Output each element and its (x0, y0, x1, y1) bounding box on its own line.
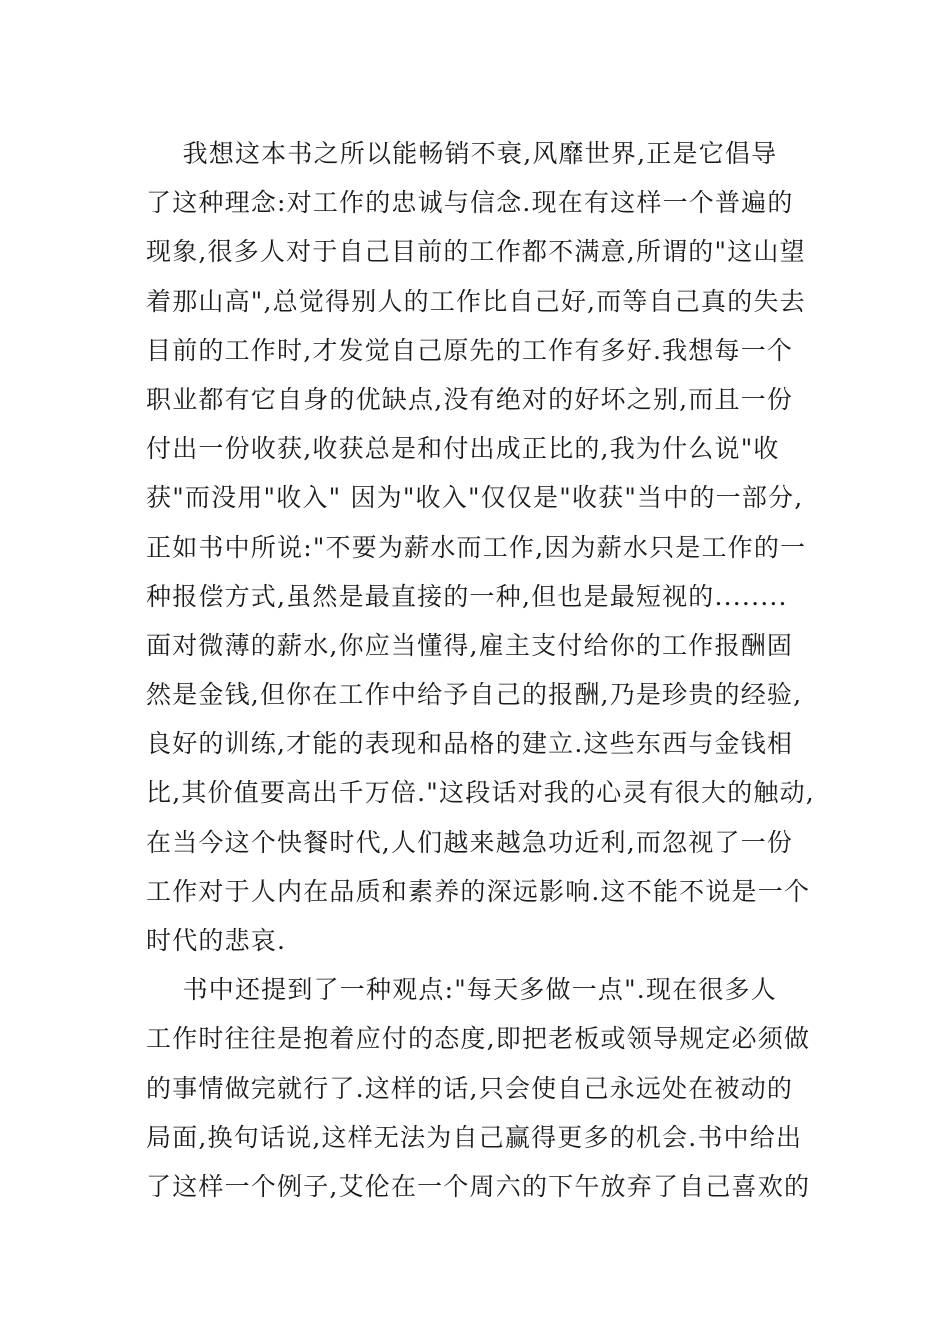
text-line: 然是金钱,但你在工作中给予自己的报酬,乃是珍贵的经验, (146, 680, 803, 710)
text-line: 了这种理念:对工作的忠诚与信念.现在有这样一个普遍的 (146, 188, 794, 218)
text-line: 良好的训练,才能的表现和品格的建立.这些东西与金钱相 (146, 729, 794, 759)
text-line: 现象,很多人对于自己目前的工作都不满意,所谓的"这山望 (146, 237, 806, 267)
text-line: 书中还提到了一种观点:"每天多做一点".现在很多人 (146, 975, 777, 1005)
text-line: 正如书中所说:"不要为薪水而工作,因为薪水只是工作的一 (146, 532, 807, 562)
text-line: 付出一份收获,收获总是和付出成正比的,我为什么说"收 (146, 434, 780, 464)
text-line: 我想这本书之所以能畅销不衰,风靡世界,正是它倡导 (146, 139, 778, 168)
text-line: 目前的工作时,才发觉自己原先的工作有多好.我想每一个 (146, 335, 794, 365)
text-line: 获"而没用"收入" 因为"收入"仅仅是"收获"当中的一部分, (146, 483, 804, 513)
text-line: 比,其价值要高出千万倍."这段话对我的心灵有很大的触动, (146, 778, 815, 808)
text-line: 种报偿方式,虽然是最直接的一种,但也是最短视的........ (146, 581, 788, 611)
text-line: 职业都有它自身的优缺点,没有绝对的好坏之别,而且一份 (146, 384, 794, 414)
text-line: 局面,换句话说,这样无法为自己赢得更多的机会.书中给出 (146, 1122, 803, 1152)
text-line: 面对微薄的薪水,你应当懂得,雇主支付给你的工作报酬固 (146, 630, 794, 660)
body-text (146, 129, 836, 1211)
text-line: 了这样一个例子,艾伦在一个周六的下午放弃了自己喜欢的 (146, 1171, 811, 1201)
text-line: 的事情做完就行了.这样的话,只会使自己永远处在被动的 (146, 1073, 794, 1103)
text-line: 工作对于人内在品质和素养的深远影响.这不能不说是一个 (146, 876, 811, 906)
text-line: 工作时往往是抱着应付的态度,即把老板或领导规定必须做 (146, 1024, 811, 1054)
text-line: 时代的悲哀. (146, 926, 287, 955)
text-line: 着那山高",总觉得别人的工作比自己好,而等自己真的失去 (146, 286, 806, 316)
text-line: 在当今这个快餐时代,人们越来越急功近利,而忽视了一份 (146, 827, 794, 857)
